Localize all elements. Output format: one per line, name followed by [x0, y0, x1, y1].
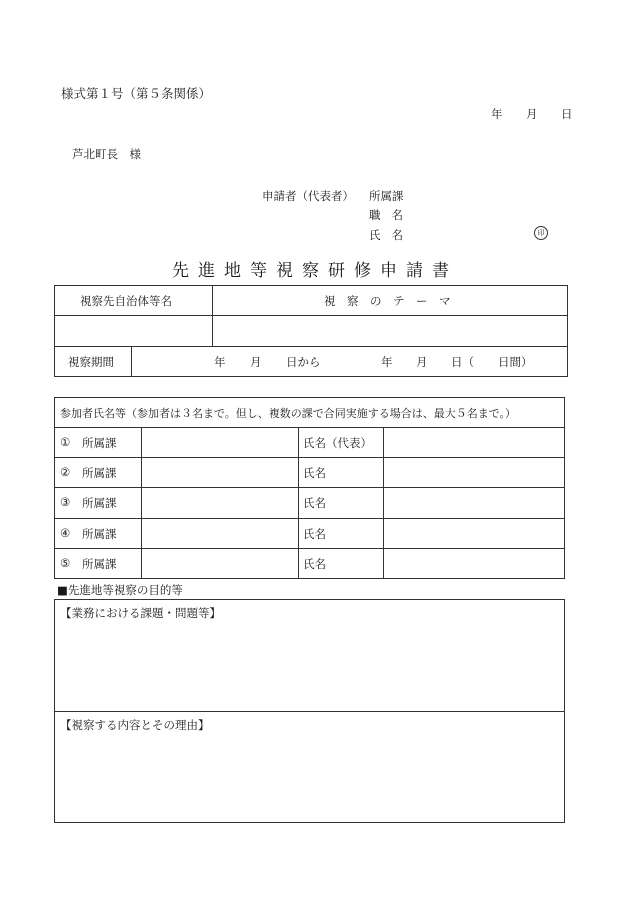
period-start-year: 年: [214, 355, 226, 369]
purpose-divider: [54, 711, 565, 712]
participant-dept-label: 所属課: [82, 527, 117, 541]
participant-number: ①: [60, 435, 71, 449]
participant-dept-label: 所属課: [82, 436, 117, 450]
participant-number: ④: [60, 526, 71, 540]
participant-dept-label: 所属課: [82, 466, 117, 480]
participants-table: [54, 397, 565, 579]
applicant-name-label: 氏名: [369, 228, 414, 242]
form-number: 様式第１号（第５条関係）: [61, 86, 212, 101]
period-start-day: 日から: [286, 355, 321, 369]
participant-name-field[interactable]: [389, 554, 559, 572]
participant-dept-field[interactable]: [146, 493, 292, 511]
period-label: 視察期間: [68, 355, 114, 369]
participant-name-label: 氏名: [303, 496, 326, 510]
participants-divider: [54, 487, 565, 488]
participant-dept-field[interactable]: [146, 463, 292, 481]
participants-divider: [54, 457, 565, 458]
theme-header: 視 察 の テ ー マ: [324, 294, 451, 308]
period-start-month: 月: [250, 355, 262, 369]
applicant-label: 申請者（代表者）: [262, 189, 354, 203]
applicant-title-label: 職名: [369, 208, 414, 222]
date-month-label: 月: [526, 107, 538, 121]
participants-divider: [54, 548, 565, 549]
participant-number: ③: [60, 495, 71, 509]
participants-header: 参加者氏名等（参加者は３名まで。但し、複数の課で合同実施する場合は、最大５名まで。）: [60, 407, 517, 420]
participant-name-field[interactable]: [389, 524, 559, 542]
issues-label: 【業務における課題・問題等】: [60, 606, 221, 620]
period-end-day: 日（: [451, 355, 474, 369]
participant-dept-field[interactable]: [146, 554, 292, 572]
participants-divider: [54, 518, 565, 519]
theme-field[interactable]: [218, 322, 562, 340]
content-field[interactable]: [60, 736, 558, 818]
participant-dept-field[interactable]: [146, 524, 292, 542]
participant-name-label: 氏名: [303, 527, 326, 541]
participants-divider: [383, 427, 384, 579]
participants-divider: [298, 427, 299, 579]
inspection-table-divider: [212, 285, 213, 346]
seal-mark: 印: [534, 226, 548, 240]
participant-name-label: 氏名（代表）: [303, 436, 372, 450]
inspection-table-divider: [54, 315, 568, 316]
period-end-month: 月: [416, 355, 428, 369]
participant-number: ②: [60, 465, 71, 479]
participant-number: ⑤: [60, 556, 71, 570]
participant-dept-field[interactable]: [146, 433, 292, 451]
inspection-table-divider: [131, 346, 132, 377]
destination-header: 視察先自治体等名: [80, 294, 172, 308]
destination-field[interactable]: [60, 322, 208, 340]
document-title: 先進地等視察研修申請書: [172, 261, 458, 281]
issues-field[interactable]: [60, 624, 558, 706]
participant-dept-label: 所属課: [82, 496, 117, 510]
content-label: 【視察する内容とその理由】: [60, 718, 210, 732]
participant-name-field[interactable]: [389, 463, 559, 481]
applicant-department-label: 所属課: [369, 189, 404, 203]
participant-name-label: 氏名: [303, 466, 326, 480]
addressee: 芦北町長 様: [72, 147, 141, 161]
purpose-section-title: ■先進地等視察の目的等: [57, 583, 183, 597]
period-end-year: 年: [381, 355, 393, 369]
participants-divider: [54, 427, 565, 428]
date-day-label: 日: [561, 107, 573, 121]
period-days: 日間）: [498, 355, 533, 369]
participant-dept-label: 所属課: [82, 557, 117, 571]
participant-name-field[interactable]: [389, 433, 559, 451]
date-year-label: 年: [491, 107, 503, 121]
participant-name-label: 氏名: [303, 557, 326, 571]
participant-name-field[interactable]: [389, 493, 559, 511]
participants-divider: [141, 427, 142, 579]
